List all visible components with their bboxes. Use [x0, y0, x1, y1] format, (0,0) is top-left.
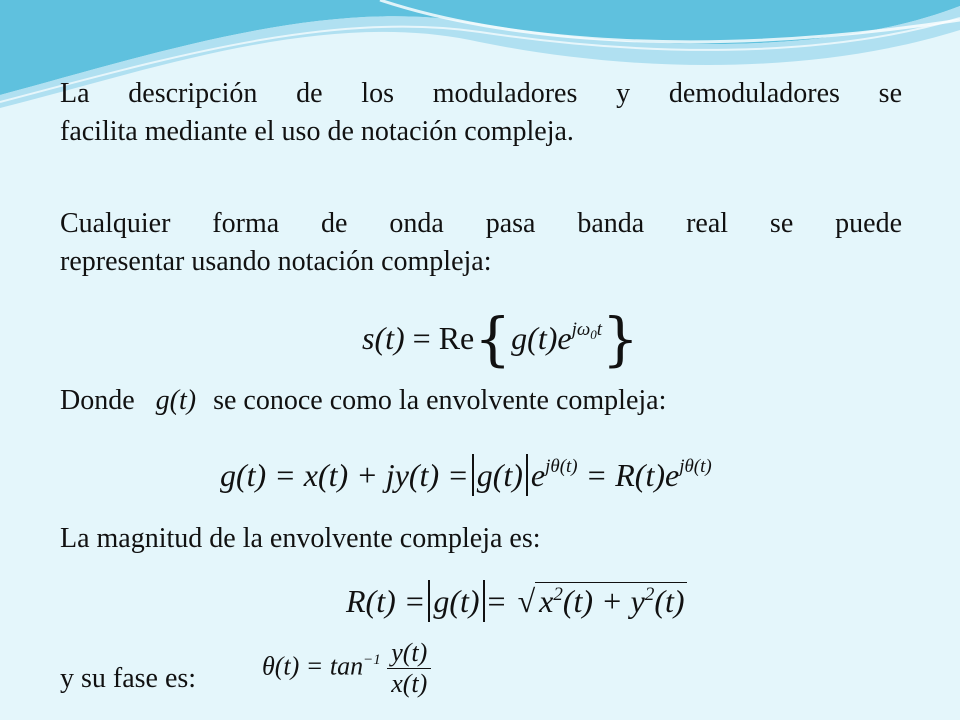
- fraction-denominator: x(t): [391, 669, 428, 698]
- exponent: jθ(t): [545, 456, 578, 477]
- eq-term: g(t)e: [511, 320, 572, 356]
- eq-term: = Re: [412, 320, 475, 356]
- inline-g: g(t): [155, 385, 197, 416]
- paragraph-line: facilita mediante el uso de notación compleja.: [60, 116, 574, 147]
- paragraph-line: La magnitud de la envolvente compleja es:: [60, 523, 541, 554]
- paragraph-fase: [60, 660, 196, 698]
- exponent: jω0t: [571, 319, 603, 342]
- exponent: −1: [363, 652, 381, 669]
- equation-phase: [262, 640, 431, 697]
- eq-term: = R(t)e: [585, 457, 680, 493]
- abs-bar: [526, 454, 528, 496]
- left-brace: {: [474, 305, 512, 373]
- eq-term: =: [487, 583, 506, 619]
- donde-label: Donde: [60, 385, 135, 416]
- eq-term: s(t): [362, 320, 405, 356]
- paragraph-line: Cualquier forma de onda pasa banda real se puede: [60, 208, 902, 239]
- abs-bar: [472, 454, 474, 496]
- paragraph-description: [60, 75, 902, 151]
- eq-term: g(t) = x(t) + jy(t) =: [220, 457, 469, 493]
- exponent: jθ(t): [679, 456, 712, 477]
- abs-bar: [483, 580, 485, 622]
- eq-term: e: [530, 457, 546, 493]
- eq-term: R(t) =: [346, 583, 426, 619]
- right-brace: }: [602, 305, 639, 373]
- abs-bar: [428, 580, 430, 622]
- donde-rest: se conoce como la envolvente compleja:: [213, 385, 667, 416]
- eq-term: g(t): [433, 583, 480, 619]
- fraction-numerator: y(t): [387, 640, 431, 669]
- fraction: [387, 640, 431, 697]
- paragraph-donde: [60, 382, 902, 420]
- square-root: √ $x^2(t) + y^2(t)$: [517, 583, 685, 619]
- paragraph-line: representar usando notación compleja:: [60, 246, 492, 277]
- paragraph-magnitud: [60, 520, 902, 558]
- paragraph-line: La descripción de los moduladores y demoduladores se: [60, 78, 902, 109]
- paragraph-line: y su fase es:: [60, 663, 197, 694]
- eq-term: θ(t) = tan: [262, 651, 364, 681]
- paragraph-bandpass: [60, 205, 902, 281]
- equation-bandpass: [362, 305, 639, 373]
- equation-envelope: [220, 454, 712, 496]
- equation-magnitude: [346, 580, 687, 622]
- eq-term: g(t): [476, 457, 523, 493]
